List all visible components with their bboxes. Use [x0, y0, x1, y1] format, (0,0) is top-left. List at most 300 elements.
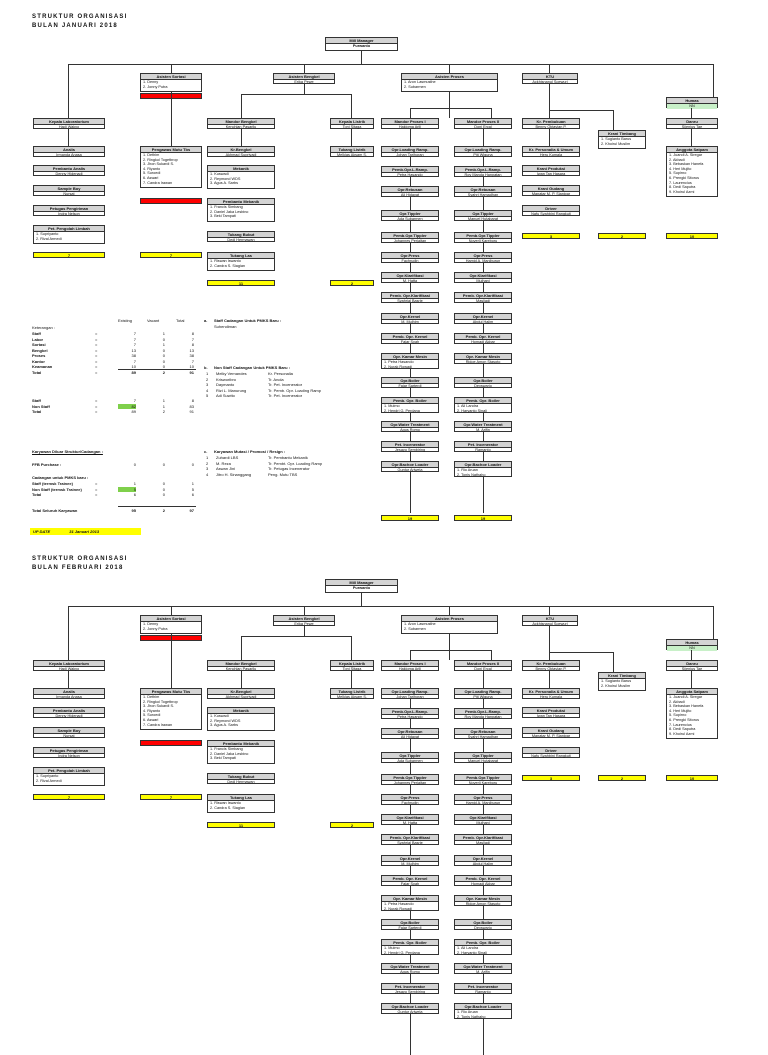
proses-left-name: M. Hatta	[402, 279, 418, 283]
proses-left-name: Petra Hasando	[397, 173, 423, 177]
proses-right-box	[454, 875, 512, 886]
equals-sign: =	[95, 331, 98, 336]
proses-left-title: Pemb. Opr. Kernel	[382, 334, 438, 340]
note-role: Tr. Petugas Incenerator	[268, 466, 310, 471]
proses-right-box	[454, 166, 512, 177]
pembantu-mekanik-box	[207, 198, 275, 222]
proses-left-box	[381, 855, 439, 866]
ktu-count-bar: 3	[522, 233, 580, 239]
proses-right-title: Opr.Loading Ramp.	[455, 147, 511, 153]
tukang-bubut-title: Tukang Bubut	[208, 774, 274, 780]
mandor-bengkel-title: Mandor Bengkel	[208, 661, 274, 667]
connector-line	[691, 108, 692, 118]
tukang-bubut-box	[207, 773, 275, 784]
proses-right-title: Opr. Kamar Mesin	[455, 354, 511, 360]
krani-gudang-name: Manatar M. P. Sianipar	[531, 192, 571, 196]
pengawas-mutu-item: 4. Riyanto	[143, 708, 161, 713]
summary-header-vacant: Vacant	[147, 318, 160, 323]
asisten-bengkel-box	[273, 73, 335, 84]
proses-left-title: Opr.Bachoe Loader	[382, 462, 438, 468]
mekanik-item: 3. Agus A. Sarbs	[210, 181, 239, 186]
proses-right-name: M. Arifin	[476, 970, 490, 974]
analis-title: Analis	[34, 147, 104, 153]
danru-box	[666, 118, 718, 129]
proses-left-name: Fajar Sarterdi	[398, 384, 422, 388]
proses-right-name: Dexswario	[474, 926, 492, 930]
note-person: Zuhardi LBS	[216, 455, 239, 460]
proses-left-title: Pemb.Opr.L.Ramp.	[382, 709, 438, 715]
summary2-total: 91	[189, 409, 194, 414]
pembantu-mekanik-box	[207, 740, 275, 764]
note-role: Peng. Mutu TBS	[268, 471, 298, 477]
pengawas-mutu-box	[140, 688, 202, 730]
note-index: 2	[206, 376, 209, 382]
kr-personalia-title: Kr. Personalia & Umum	[523, 689, 579, 695]
connector-line	[410, 650, 492, 651]
proses-left-title: Opr.Loading Ramp.	[382, 689, 438, 695]
danru-title: Danru	[667, 661, 717, 667]
timbang-count-bar: 2	[598, 233, 646, 239]
proses-right-title: Pemb.Opr.L.Ramp.	[455, 709, 511, 715]
proses-right-name: Hamid A. Maniburun	[465, 801, 501, 805]
equals-sign: =	[95, 481, 98, 486]
connector-line	[691, 129, 692, 146]
summary-vacant: 0	[162, 364, 165, 369]
danru-name: Sijenius Tae	[681, 125, 703, 129]
diluar-vacant: 0	[162, 492, 165, 497]
satpam-count-bar: 10	[666, 233, 718, 239]
summary-existing: 7	[133, 358, 136, 364]
tukang-las-item: 2. Candra S. Siagian	[210, 805, 246, 810]
proses-left-title: Opr.Klarifikasi	[382, 815, 438, 821]
proses-right-box	[454, 353, 512, 364]
proses-left-title: Opr.Rebusan	[382, 187, 438, 193]
analis-box	[33, 146, 105, 157]
asisten-proses-title: Asisten Proses	[402, 74, 497, 80]
proses-right-name: M. Arifin	[476, 428, 490, 432]
diluar-vacant: 0	[162, 486, 165, 492]
krani-timbang-title: Krani Timbang	[599, 673, 645, 679]
analis-name: Irmanda Anasa	[56, 153, 82, 157]
proses-right-name: Masliadi	[476, 299, 490, 303]
summary2-row-label: Total	[32, 409, 42, 414]
krani-produksi-title: Krani Produksi	[523, 166, 579, 172]
driver-box	[522, 205, 580, 216]
proses-left-name: Johan Tarihoran	[396, 695, 424, 699]
proses-left-title: Opr.Rebusan	[382, 729, 438, 735]
mekanik-title: Mekanik	[208, 166, 274, 172]
satpam-item: 8. Dedi Saputra	[669, 185, 696, 190]
summary-existing: 13	[131, 347, 136, 353]
proses-right-name: Piti Wiguna	[473, 153, 493, 157]
proses-left-title: Opr.Bachoe Loader	[382, 1004, 438, 1010]
danru-name: Sijenius Tae	[681, 667, 703, 671]
kr-personalia-box	[522, 688, 580, 699]
driver-title: Driver	[523, 748, 579, 754]
sortasi-count-bar: 7	[140, 252, 202, 258]
mill-manager-title: Mill Manager	[326, 580, 397, 586]
note-role: Tr. Pembt. Opr. Loading Ramp	[268, 460, 323, 466]
satpam-item: 5. Supirno	[669, 713, 687, 718]
mandor-proses-2-name: Doni Ercal	[474, 667, 492, 671]
connector-line	[549, 671, 550, 688]
humas-name: NN	[667, 104, 717, 109]
summary-total: 13	[189, 347, 194, 353]
proses-left-box	[381, 421, 439, 432]
grand-existing: 95	[131, 508, 136, 513]
mandor-bengkel-box	[207, 660, 275, 671]
asisten-bengkel-name: Erika Pewe	[294, 80, 314, 84]
equals-sign: =	[95, 492, 98, 497]
connector-line	[68, 606, 69, 660]
tukang-bubut-title: Tukang Bubut	[208, 232, 274, 238]
kepala-listrik-name: Toni Sitaga	[342, 125, 362, 129]
proses-left-title: Opr.Press	[382, 253, 438, 259]
connector-line	[410, 108, 411, 118]
pengawas-mutu-item: 5. Suroedi	[143, 171, 161, 176]
bengkel-count-bar: 11	[207, 280, 275, 286]
proses-left-name: Syahrial Basrie	[397, 299, 423, 303]
equals-sign: =	[95, 347, 98, 353]
pengawas-mutu-item: 3. Jhon Sukardi S.	[143, 162, 175, 167]
proses-right-name: Noverli Kareboru	[468, 781, 498, 785]
connector-line	[491, 650, 492, 660]
satpam-count-bar: 10	[666, 775, 718, 781]
proses-right-title: Opr.Klarifikasi	[455, 273, 511, 279]
mandor-bengkel-box	[207, 118, 275, 129]
proses-left-box	[381, 333, 439, 344]
mekanik-item: 3. Agus A. Sarbs	[210, 723, 239, 728]
equals-sign: =	[95, 342, 98, 347]
proses-right-box	[454, 708, 512, 719]
humas-box	[666, 639, 718, 650]
proses-left-name: Johan Tarihoran	[396, 153, 424, 157]
kepala-lab-title: Kepala Laboratorium	[34, 661, 104, 667]
satpam-item: 9. Khoirul Azmi	[669, 731, 695, 736]
summary-existing: 7	[133, 342, 136, 347]
ktu-title: KTU	[523, 74, 577, 80]
proses-left-item: 2. Nurak Rowadi	[384, 364, 413, 369]
equals-sign: =	[95, 369, 98, 375]
connector-line	[351, 671, 352, 688]
tukang-bubut-name: Dedi Hermawan	[227, 780, 255, 784]
proses-left-box	[381, 708, 439, 719]
kepala-listrik-title: Kepala Listrik	[331, 661, 373, 667]
proses-left-title: Pet. Incenerator	[382, 442, 438, 448]
kepala-lab-box	[33, 660, 105, 671]
kr-personalia-name: Heru Kumala	[539, 153, 563, 157]
asisten-sortasi-item: 2. Jonny Putra	[143, 84, 168, 89]
proses-right-name: Ridoe Amon Stasoto	[465, 902, 501, 906]
mandor-proses-1-title: Mandor Proses I	[382, 661, 438, 667]
note-person: M. Reza	[216, 460, 231, 466]
mandor-proses-1-name: Hakioma Arili	[398, 125, 422, 129]
proses-right-item: 2. Haryanto Sinali	[457, 950, 487, 955]
proses-right-box	[454, 313, 512, 324]
proses-right-name: Abdul Halim	[472, 320, 494, 324]
proses-right-box	[454, 834, 512, 845]
summary-row-label: Labor	[32, 336, 44, 342]
proses-left-item: 1. Petra Hasando	[384, 902, 414, 906]
mandor-proses-2-box	[454, 660, 512, 671]
proses-right-title: Opr.Tippler	[455, 753, 511, 759]
proses-right-box	[454, 939, 512, 955]
diluar-existing: 1	[133, 481, 136, 486]
note-index: 2	[206, 460, 209, 466]
mandor-bengkel-name: Kenchlan Pasarilu	[225, 125, 257, 129]
satpam-item: 8. Dedi Saputra	[669, 727, 696, 732]
satpam-item: 7. Laurencius	[669, 180, 692, 185]
proses-right-title: Pet. Incenerator	[455, 984, 511, 990]
cadangan-label: Cadangan untuk PMKS baru :	[32, 475, 89, 480]
pengawas-mutu-item: 1. Dethim	[143, 153, 160, 157]
diluar-vacant: 0	[162, 481, 165, 486]
humas-box	[666, 97, 718, 108]
note-person: Aswan Jini	[216, 466, 236, 471]
driver-name: Nafu Syahbini Rangkuti	[531, 754, 571, 758]
page-b-subtitle: BULAN FEBRUARI 2018	[32, 565, 124, 571]
connector-line	[361, 593, 362, 606]
note-person: Jitro H. Sinanggang	[216, 471, 252, 477]
proses-left-name: Syahrial Basrie	[397, 841, 423, 845]
connector-line	[361, 51, 362, 64]
summary2-existing: 7	[133, 398, 136, 403]
proses-right-item: 1. Rio Aruan	[457, 1010, 478, 1014]
anggota-satpam-title: Anggota Satpam	[667, 147, 717, 153]
proses-left-name: M. Hatta	[402, 821, 418, 825]
pembantu-analis-name: Denny Hidenadi	[55, 172, 83, 176]
pengawas-mutu-item: 7. Candra Irawan	[143, 180, 173, 185]
tukang-bubut-name: Dedi Hermawan	[227, 238, 255, 242]
connector-line	[171, 606, 172, 615]
petugas-pengiriman-name: Indra Nelson	[58, 754, 80, 758]
proses-right-item: 1. Ali Landra	[457, 404, 479, 408]
summary-existing: 38	[131, 353, 136, 358]
tukang-bubut-box	[207, 231, 275, 242]
proses-right-title: Pet. Incenerator	[455, 442, 511, 448]
connector-line	[549, 626, 550, 660]
proses-left-box	[381, 875, 439, 886]
summary-row-label: Bengkel	[32, 347, 48, 353]
proses-right-box	[454, 688, 512, 699]
summary2-existing: 89	[131, 409, 136, 414]
pengolah-limbah-box	[33, 767, 105, 786]
summary-row-label: Staff	[32, 331, 41, 336]
proses-right-box	[454, 272, 512, 283]
lab-count-bar: 7	[33, 252, 105, 258]
summary2-row-label: Staff	[32, 398, 41, 403]
proses-left-item: 2. Hendri G. Perdana	[384, 950, 420, 955]
kr-bengkel-title: Kr.Bengkel	[208, 147, 274, 153]
anggota-satpam-title: Anggota Satpam	[667, 689, 717, 695]
satpam-item: 1. Juandi A. Siregar	[669, 695, 703, 699]
satpam-item: 1. Juandi A. Siregar	[669, 153, 703, 157]
proses-right-name: Dexswario	[474, 384, 492, 388]
proses-left-title: Opr.Boiler	[382, 378, 438, 384]
proses-left-name: Johannes Perjaitan	[393, 781, 427, 785]
connector-line	[68, 606, 713, 607]
tukang-las-box	[207, 794, 275, 813]
summary-row-label: Kantor	[32, 358, 45, 364]
connector-line	[241, 129, 242, 146]
proses-left-item: 2. Hendri G. Perdana	[384, 408, 420, 413]
ffb-label: FFB Purchase :	[32, 462, 62, 467]
connector-line	[549, 84, 550, 118]
proses-left-box	[381, 210, 439, 221]
krani-produksi-title: Krani Produksi	[523, 708, 579, 714]
pengolah-limbah-title: Pet. Pengolah Limbah	[34, 226, 104, 232]
proses-left-box	[381, 353, 439, 369]
proses-left-name: M. Mulhim	[401, 320, 419, 324]
proses-left-title: Opr.Klarifikasi	[382, 273, 438, 279]
proses-right-title: Opr.Press	[455, 795, 511, 801]
proses-right-item: 1. Rio Aruan	[457, 468, 478, 472]
summary-label: Keterangan :	[32, 325, 55, 330]
rule	[118, 369, 196, 370]
proses-right-box	[454, 919, 512, 930]
proses-left-name: Ali Hidayat	[400, 735, 420, 739]
connector-line	[549, 64, 550, 73]
proses-right-box	[454, 210, 512, 221]
petugas-pengiriman-box	[33, 205, 105, 216]
satpam-item: 2. Akbadi	[669, 157, 685, 162]
pengawas-mutu-item: 6. Aswari	[143, 717, 159, 722]
connector-line	[68, 671, 69, 688]
kr-personalia-title: Kr. Personalia & Umum	[523, 147, 579, 153]
proses-left-name: Petra Hasando	[397, 715, 423, 719]
pengolah-limbah-title: Pet. Pengolah Limbah	[34, 768, 104, 774]
connector-line	[410, 650, 411, 660]
petugas-pengiriman-title: Petugas Pengiriman	[34, 748, 104, 754]
mandor-proses-2-title: Mandor Proses II	[455, 661, 511, 667]
proses-right-box	[454, 441, 512, 452]
tukang-listrik-name: Melkias Aksam S.	[337, 153, 367, 157]
proses-right-name: Manuel Hutabarat	[467, 759, 499, 763]
proses-left-box	[381, 186, 439, 197]
note-a-title: Staff Cadangan Untuk PMKS Baru :	[214, 318, 282, 323]
krani-timbang-title: Krani Timbang	[599, 131, 645, 137]
page-title: STRUKTUR ORGANISASI	[32, 14, 128, 20]
note-a-label: a.	[204, 318, 208, 323]
asisten-bengkel-name: Erika Pewe	[294, 622, 314, 626]
proses-right-title: Pemb.Opr.L.Ramp.	[455, 167, 511, 173]
note-index: 5	[206, 393, 209, 398]
humas-title: Humas	[667, 640, 717, 646]
note-index: 3	[206, 382, 209, 387]
mill-manager-name: Purwanto	[352, 44, 371, 48]
proses-left-title: Opr.Kernel	[382, 856, 438, 862]
mekanik-box	[207, 707, 275, 731]
driver-name: Nafu Syahbini Rangkuti	[531, 212, 571, 216]
proses-right-name: Ramanto	[475, 990, 491, 994]
diluar-row-label: Staff (termsk Trainee)	[32, 481, 73, 486]
connector-line	[449, 606, 450, 615]
proses-left-title: Pemb. Opr.Klarifikasi	[382, 835, 438, 841]
pembantu-analis-box	[33, 165, 105, 176]
connector-line	[549, 129, 550, 146]
note-index: 1	[206, 371, 209, 376]
kr-pembukuan-title: Kr. Pembukuan	[523, 661, 579, 667]
proses-right-name: Homadi Akbar	[471, 340, 495, 344]
asisten-bengkel-title: Asisten Bengkel	[274, 616, 334, 622]
proses-right-box	[454, 461, 512, 477]
proses-left-box	[381, 983, 439, 994]
summary2-total: 8	[191, 398, 194, 403]
proses-left-box	[381, 146, 439, 157]
proses-right-title: Opr.Kernel	[455, 314, 511, 320]
proses-right-title: Pemb. Opr. Kernel	[455, 876, 511, 882]
tukang-las-item: 1. Riswan Iswanto	[210, 259, 241, 263]
kr-bengkel-box	[207, 688, 275, 699]
mandor-proses-2-box	[454, 118, 512, 129]
mill-manager-box	[325, 37, 398, 51]
krani-timbang-box	[598, 672, 646, 691]
note-a-item: Suhendiman	[214, 324, 237, 329]
petugas-pengiriman-name: Indra Nelson	[58, 212, 80, 216]
summary-row-label: Keamanan	[32, 364, 53, 369]
proses-left-name: Agus Romo	[400, 428, 420, 432]
bengkel-count-bar: 11	[207, 822, 275, 828]
proses-left-box	[381, 166, 439, 177]
kr-pembukuan-box	[522, 118, 580, 129]
pembantu-mekanik-item: 1. Francis Simbang	[210, 747, 243, 751]
summary-total: 7	[191, 358, 194, 364]
krani-produksi-box	[522, 165, 580, 176]
kr-personalia-box	[522, 146, 580, 157]
proses-right-name: Manuel Hutabarat	[467, 217, 499, 221]
kepala-lab-name: Hadi Wakyo	[58, 667, 80, 671]
satpam-item: 4. Heri Mujito	[669, 166, 692, 171]
note-role: Tr. Anola	[268, 376, 284, 382]
krani-timbang-box	[598, 130, 646, 149]
asisten-proses-item: 2. Subarmen	[404, 84, 426, 89]
equals-sign: =	[95, 409, 98, 414]
tukang-listrik-name: Melkias Aksam S.	[337, 695, 367, 699]
proses-left-title: Opr.Water Treatment	[382, 422, 438, 428]
pembantu-analis-box	[33, 707, 105, 718]
diluar-existing: 5	[118, 487, 136, 492]
ktu-name: Ackhisnanul Soewuri	[532, 80, 568, 84]
proses-left-name: Johannes Perjaitan	[393, 239, 427, 243]
proses-left-title: Opr. Kamar Mesin	[382, 354, 438, 360]
connector-line	[304, 606, 305, 615]
asisten-sortasi-item: 2. Jonny Putra	[143, 626, 168, 631]
proses-right-title: Pemb.Opr.Tippler	[455, 233, 511, 239]
rule	[118, 506, 196, 507]
connector-line	[171, 64, 172, 73]
connector-line	[449, 64, 450, 73]
note-person: Melky Vernandes	[216, 371, 247, 376]
tukang-listrik-box	[330, 146, 374, 157]
equals-sign: =	[95, 336, 98, 342]
asisten-proses-item: 1. Aron Lasmusthe	[404, 80, 436, 84]
pembantu-mekanik-item: 2. Daniel Jaka Lesbino	[210, 209, 249, 214]
summary-vacant: 0	[162, 347, 165, 353]
listrik-count-bar: 2	[330, 280, 374, 286]
note-c-title: Karyawan Mutasi / Promosi / Resign :	[214, 449, 286, 454]
proses-left-title: Pemb. Opr. Boiler	[382, 940, 438, 946]
proses-right-box	[454, 983, 512, 994]
summary-total: 10	[189, 364, 194, 369]
asisten-proses-item: 1. Aron Lasmusthe	[404, 622, 436, 626]
satpam-item: 5. Supirno	[669, 171, 687, 176]
tukang-listrik-title: Tukang Listrik	[331, 689, 373, 695]
note-person: Krisworibro	[216, 376, 237, 382]
pengolah-limbah-item: 2. Rival Armedi	[36, 236, 62, 241]
pengawas-mutu-box	[140, 146, 202, 188]
proses-left-box	[381, 895, 439, 911]
proses-left-name: Fajar Syah	[400, 340, 420, 344]
